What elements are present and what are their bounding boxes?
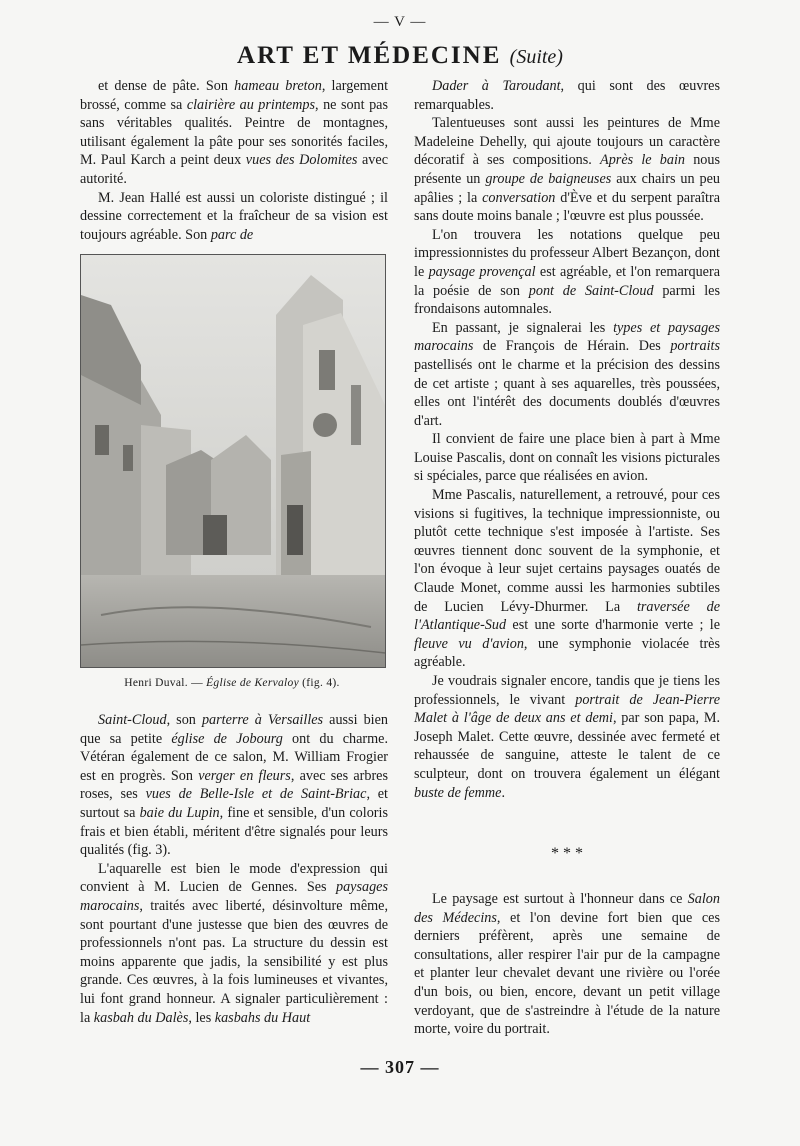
artwork-title: pont de Saint-Cloud xyxy=(528,282,654,299)
artwork-title: Dader à Taroudant xyxy=(432,78,561,94)
caption-title: Église de Kervaloy xyxy=(206,677,299,689)
artwork-title: vues des Dolomites xyxy=(245,152,358,169)
page-folio-roman: — V — xyxy=(373,14,427,30)
left-column-top xyxy=(80,77,388,244)
caption-ref: (fig. 4). xyxy=(299,677,340,689)
figure-illustration xyxy=(80,254,386,668)
artwork-title: groupe de baigneuses xyxy=(485,170,612,187)
left-column-bottom-paragraph: L'aquarelle est bien le mode d'expression qui convient à M. Lucien de Gennes. Ses paysages marocains, traités avec liberté, désinvolture même, sont pourtant d'une justesse que bien des œuvres de professionnels n'ont pas. La structure du dessin est moins apparente que jadis, la sensibilité y est plus grande. Ces œuvres, à la fois lumineuses et vivantes, lui font grand honneur. A signaler particulièrement : la kasbah du Dalès, les kasbahs du Haut xyxy=(80,860,388,1026)
right-column-paragraph: En passant, je signalerai les types et paysages marocains de François de Hérain. Des portraits pastellisés ont le charme et la précision des dessins de cet artiste ; quant à ses aquarelles, très poussées, elles ont l'intérêt des documents doublés d'œuvres d'art. xyxy=(414,319,720,429)
artwork-title: fleuve vu d'avion xyxy=(414,635,524,652)
artwork-title: portrait de Jean-Pierre Malet à l'âge de deux ans et demi xyxy=(414,691,720,727)
artwork-title: conversation xyxy=(482,189,556,206)
artwork-title: baie du Lupin xyxy=(139,804,220,821)
artwork-title: types et paysages marocains xyxy=(414,319,720,355)
right-column-paragraph: Mme Pascalis, naturellement, a retrouvé, pour ces visions si fugitives, la technique impressionniste, ou plutôt cette technique s'est imposée à l'artiste. Ses œuvres tiennent donc souvent de la symphonie, et l'on évoque à leur sujet certains paysages ouatés de Claude Monet, comme aussi les harmonies subtiles de Lucien Lévy-Dhurmer. La traversée de l'Atlantique-Sud est une sorte d'harmonie verte ; le fleuve vu d'avion, une symphonie violacée très agréable. xyxy=(414,487,720,671)
right-column-paragraph: Je voudrais signaler encore, tandis que je tiens les professionnels, le vivant portrait de Jean-Pierre Malet à l'âge de deux ans et demi, par son papa, M. Joseph Malet. Cette œuvre, dessinée avec fermeté et rehaussée de sanguine, atteste le talent de ce sculpteur, dont on trouvera également un élégant buste de femme. xyxy=(414,673,720,801)
title-text: ART ET MÉDECINE xyxy=(237,42,502,69)
left-column-top-paragraph: M. Jean Hallé est aussi un coloriste distingué ; il dessine correctement et la fraîcheur de sa vision est toujours agréable. Son parc de xyxy=(80,189,388,243)
artwork-title: clairière au printemps xyxy=(186,96,316,113)
artwork-title: vues de Belle-Isle et de Saint-Briac xyxy=(145,786,367,803)
page-title xyxy=(0,42,800,70)
artwork-title: paysage provençal xyxy=(428,263,536,280)
figure-caption xyxy=(80,677,384,689)
section-separator: * * * xyxy=(551,845,583,862)
church-street-illustration xyxy=(81,255,385,667)
caption-author: Henri Duval. — xyxy=(124,677,207,689)
artwork-title: buste de femme xyxy=(414,784,502,801)
right-column-after xyxy=(414,890,720,1039)
artwork-title: hameau breton xyxy=(234,78,322,94)
artwork-title: parc de xyxy=(210,226,254,243)
right-column-paragraph: Talentueuses sont aussi les peintures de Mme Madeleine Dehelly, qui ajoute toujours un caractère décoratif à ses compositions. Après le bain nous présente un groupe de baigneuses aux chairs un peu apâlies ; la conversation d'Ève et du serpent paraîtra sans doute moins banale ; l'œuvre est plus poussée. xyxy=(414,115,721,225)
left-column-bottom-paragraph: Saint-Cloud, son parterre à Versailles aussi bien que sa petite église de Jobourg ont du charme. Vétéran également de ce salon, M. William Frogier est en progrès. Son verger en fleurs, avec ses arbres roses, ses vues de Belle-Isle et de Saint-Briac, et surtout sa baie du Lupin, fine et sensible, d'un coloris frais et bien établi, méritent d'être signalés pour leurs qualités (fig. 3). xyxy=(80,712,388,859)
artwork-title: traversée de l'Atlantique-Sud xyxy=(414,598,720,634)
artwork-title: kasbahs du Haut xyxy=(214,1009,311,1026)
artwork-title: parterre à Versailles xyxy=(201,712,324,728)
left-column-bottom xyxy=(80,711,388,1027)
artwork-title: Saint-Cloud xyxy=(98,712,167,728)
page-number: — 307 — xyxy=(360,1057,440,1077)
right-column-paragraph: Dader à Taroudant, qui sont des œuvres remarquables. xyxy=(414,78,720,113)
title-suffix: (Suite) xyxy=(509,46,563,68)
artwork-title: Après le bain xyxy=(600,152,685,169)
right-column xyxy=(414,77,720,802)
artwork-title: portraits xyxy=(670,338,720,355)
artwork-title: Salon des Médecins xyxy=(414,891,720,926)
right-column-paragraph: L'on trouvera les notations quelque peu impressionnistes du professeur Albert Bezançon, dont le paysage provençal est agréable, et l'on remarquera la poésie de son pont de Saint-Cloud parmi les frondaisons automnales. xyxy=(414,226,720,318)
right-column-after-paragraph: Le paysage est surtout à l'honneur dans ce Salon des Médecins, et l'on devine fort bien que ces derniers préfèrent, après une semaine de consultations, aller respirer l'air pur de la campagne et planter leur chevalet devant une rivière ou l'orée d'un bois, ou bien, encore, devant un petit village verdoyant, que de s'astreindre à l'étude de la nature morte, voire du portrait. xyxy=(414,891,720,1038)
artwork-title: paysages marocains xyxy=(80,879,388,914)
left-column-top-paragraph: et dense de pâte. Son hameau breton, largement brossé, comme sa clairière au printemps, ne sont pas sans véritables qualités. Peintre de montagnes, utilisant également la pâte pour ses sonorités faciles, M. Paul Karch a peint deux vues des Dolomites avec autorité. xyxy=(80,78,389,187)
artwork-title: église de Jobourg xyxy=(171,730,283,747)
right-column-paragraph: Il convient de faire une place bien à part à Mme Louise Pascalis, dont on connaît les visions picturales si spéciales, parce que réalisées en avion. xyxy=(414,431,720,485)
artwork-title: kasbah du Dalès xyxy=(93,1009,189,1026)
artwork-title: verger en fleurs xyxy=(198,767,291,784)
